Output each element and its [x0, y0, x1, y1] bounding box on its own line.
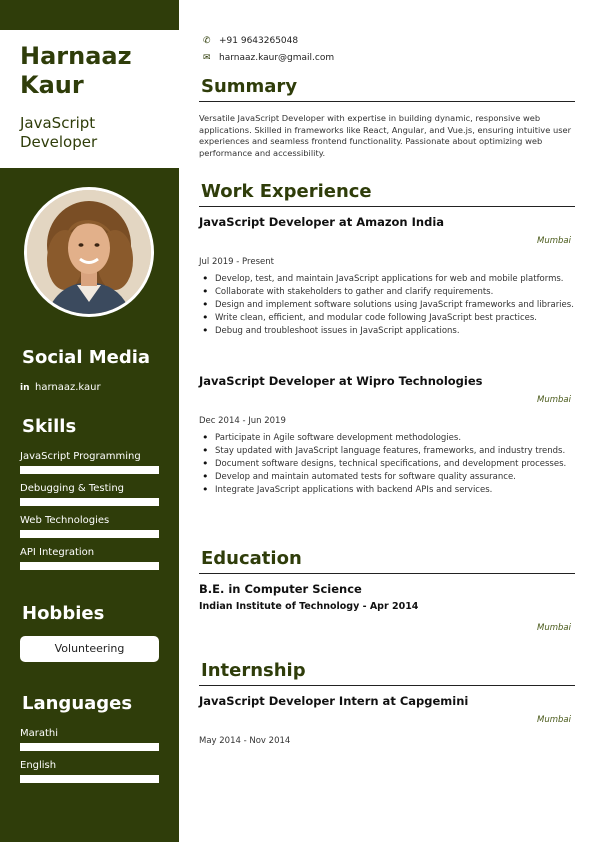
linkedin-handle[interactable]: harnaaz.kaur: [35, 382, 101, 393]
internship-location: Mumbai: [537, 715, 571, 725]
summary-heading: Summary: [201, 76, 298, 97]
phone-icon: ✆: [203, 36, 211, 46]
list-item: • Write clean, efficient, and modular code following JavaScript best practices.: [215, 312, 575, 325]
job-dates: Jul 2019 - Present: [199, 257, 274, 267]
list-item: • Debug and troubleshoot issues in JavaScript applications.: [215, 325, 575, 338]
list-item: • Stay updated with JavaScript language features, frameworks, and industry trends.: [215, 445, 575, 458]
contact-phone[interactable]: [203, 35, 298, 47]
list-item: • Develop and maintain automated tests for software quality assurance.: [215, 471, 575, 484]
email-icon: ✉: [203, 53, 211, 63]
list-item: • Integrate JavaScript applications with backend APIs and services.: [215, 484, 575, 497]
internship-title: JavaScript Developer Intern at Capgemini: [199, 694, 469, 708]
job-location: Mumbai: [537, 236, 571, 246]
list-item: • Design and implement software solutions using JavaScript frameworks and libraries.: [215, 299, 575, 312]
skill-label: Web Technologies: [20, 515, 110, 526]
skill-label: JavaScript Programming: [20, 451, 141, 462]
summary-text: Versatile JavaScript Developer with expertise in building dynamic, responsive web applications. Skilled in frameworks like React, Angular, and Vue.js, ensuring intuitive user experiences and seamless frontend functionality. Passionate about optimizing web performance and accessibility.: [199, 113, 572, 158]
education-heading: Education: [201, 548, 302, 569]
section-divider: [199, 206, 575, 207]
language-label: English: [20, 760, 57, 771]
contact-email[interactable]: [203, 52, 334, 64]
section-divider: [199, 101, 575, 102]
job-title: JavaScript Developer at Wipro Technologies: [199, 374, 483, 388]
degree-title: B.E. in Computer Science: [199, 582, 362, 596]
phone-number: +91 9643265048: [219, 36, 299, 46]
skill-bar: [20, 530, 159, 538]
list-item: • Participate in Agile software development methodologies.: [215, 432, 575, 445]
linkedin-icon: in: [20, 383, 30, 393]
hobby-badge: Volunteering: [20, 636, 159, 662]
job-location: Mumbai: [537, 395, 571, 405]
job-title: JavaScript Developer at Amazon India: [199, 215, 445, 229]
section-divider: [199, 573, 575, 574]
experience-heading: Work Experience: [201, 181, 372, 202]
hobbies-heading: Hobbies: [22, 603, 105, 624]
languages-heading: Languages: [22, 693, 133, 714]
job-bullets: [215, 432, 575, 497]
list-item: • Collaborate with stakeholders to gather and clarify requirements.: [215, 286, 575, 299]
language-bar: [20, 775, 159, 783]
language-label: Marathi: [20, 728, 59, 739]
job-bullets: [215, 273, 575, 338]
section-divider: [199, 685, 575, 686]
profile-photo: [24, 187, 154, 317]
portrait-image: [27, 190, 151, 314]
skill-bar: [20, 466, 159, 474]
language-bar: [20, 743, 159, 751]
internship-dates: May 2014 - Nov 2014: [199, 736, 291, 746]
list-item: • Develop, test, and maintain JavaScript applications for web and mobile platforms.: [215, 273, 575, 286]
social-heading: Social Media: [22, 347, 151, 368]
internship-heading: Internship: [201, 660, 306, 681]
candidate-title: JavaScript Developer: [20, 114, 98, 151]
job-dates: Dec 2014 - Jun 2019: [199, 416, 286, 426]
candidate-name: Harnaaz Kaur: [20, 42, 132, 99]
skill-label: Debugging & Testing: [20, 483, 125, 494]
skill-label: API Integration: [20, 547, 95, 558]
list-item: • Document software designs, technical specifications, and development processes.: [215, 458, 575, 471]
education-location: Mumbai: [537, 623, 571, 633]
skill-bar: [20, 498, 159, 506]
school-name: Indian Institute of Technology - Apr 2014: [199, 601, 419, 612]
skills-heading: Skills: [22, 416, 77, 437]
email-address: harnaaz.kaur@gmail.com: [219, 53, 335, 63]
skill-bar: [20, 562, 159, 570]
